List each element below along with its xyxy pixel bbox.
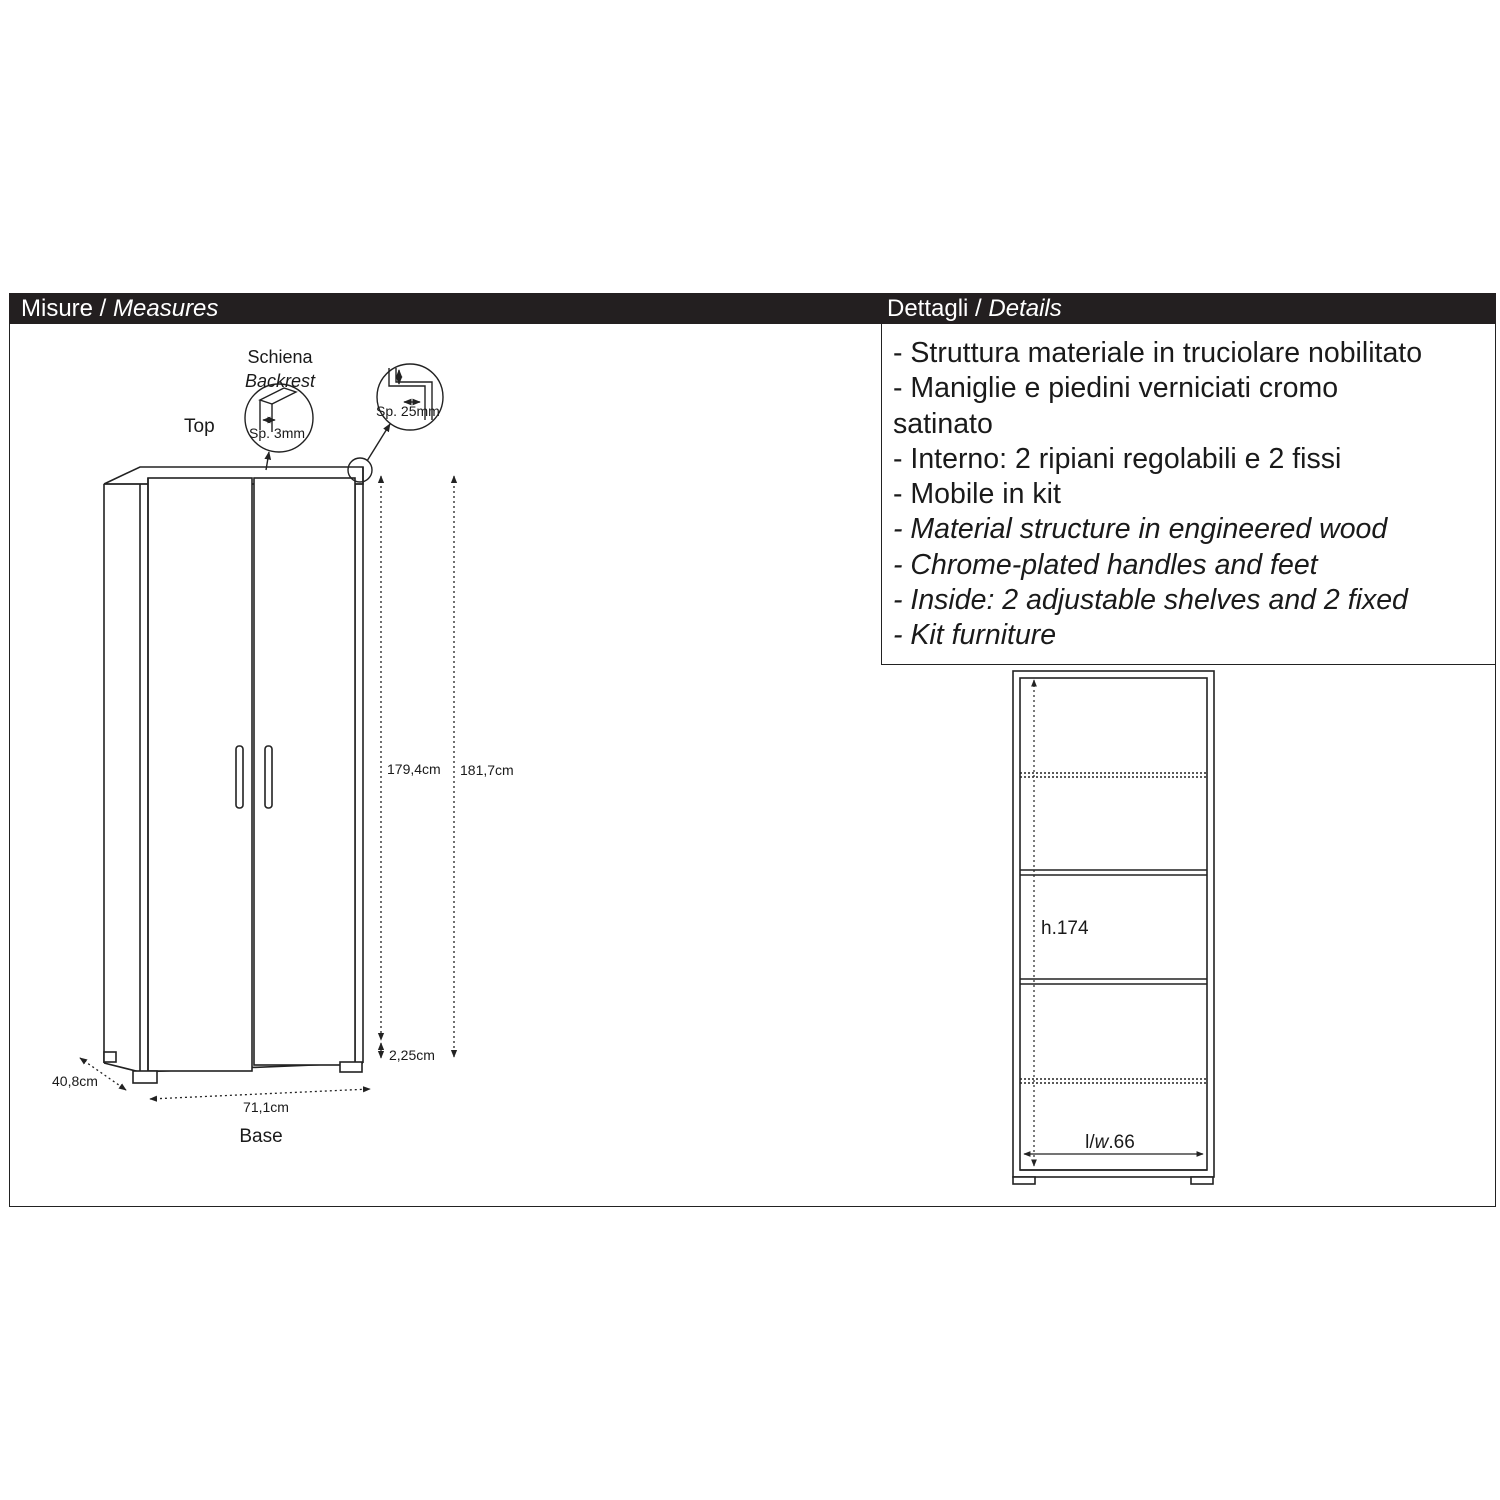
feet-height-label: 2,25cm: [389, 1047, 435, 1063]
depth-label: 40,8cm: [52, 1073, 98, 1089]
details-item: satinato: [893, 407, 993, 440]
details-title: Dettagli: [887, 295, 969, 322]
interior-width-prefix: l/: [1085, 1132, 1095, 1153]
details-item: - Struttura materiale in truciolare nobilitato: [893, 337, 1423, 369]
measures-title-en: Measures: [113, 295, 219, 322]
details-item: - Maniglie e piedini verniciati cromo: [893, 372, 1339, 405]
top-label: Top: [184, 416, 215, 437]
front-right-foot: [340, 1062, 362, 1072]
interior-left-foot: [1013, 1177, 1035, 1184]
interior-width-value: .66: [1108, 1132, 1135, 1153]
top-thickness-detail: [348, 364, 443, 482]
details-item: - Kit furniture: [893, 619, 1057, 652]
measures-header: Misure / Measures: [21, 295, 219, 322]
details-title-en: Details: [988, 295, 1062, 322]
interior-width-italic: w: [1094, 1132, 1109, 1153]
details-item: - Mobile in kit: [893, 478, 1061, 511]
details-item: - Chrome-plated handles and feet: [893, 548, 1318, 581]
details-item: - Material structure in engineered wood: [893, 513, 1388, 546]
top-detail-circle: [377, 364, 443, 430]
details-header: Dettagli / Details: [887, 295, 1062, 322]
interior-width-label: [1085, 1132, 1135, 1153]
measures-title: Misure: [21, 295, 94, 322]
inner-height-label: 179,4cm: [387, 761, 441, 777]
wardrobe-drawing: [104, 467, 363, 1083]
front-left-foot: [133, 1071, 157, 1083]
interior-right-foot: [1191, 1177, 1213, 1184]
top-thickness-label: Sp. 25mm: [376, 403, 440, 419]
interior-height-label: h.174: [1041, 918, 1089, 939]
details-item: - Inside: 2 adjustable shelves and 2 fixed: [893, 584, 1408, 617]
backrest-thickness-label: Sp. 3mm: [249, 425, 306, 441]
backrest-label-en: Backrest: [244, 371, 316, 391]
back-left-foot: [104, 1052, 116, 1062]
width-line: [150, 1089, 370, 1099]
base-label: Base: [239, 1126, 283, 1147]
total-height-label: 181,7cm: [460, 762, 514, 778]
backrest-label: Schiena: [247, 347, 313, 367]
right-door: [254, 478, 355, 1065]
width-label: 71,1cm: [243, 1099, 289, 1115]
details-item: - Interno: 2 ripiani regolabili e 2 fissi: [893, 442, 1342, 475]
